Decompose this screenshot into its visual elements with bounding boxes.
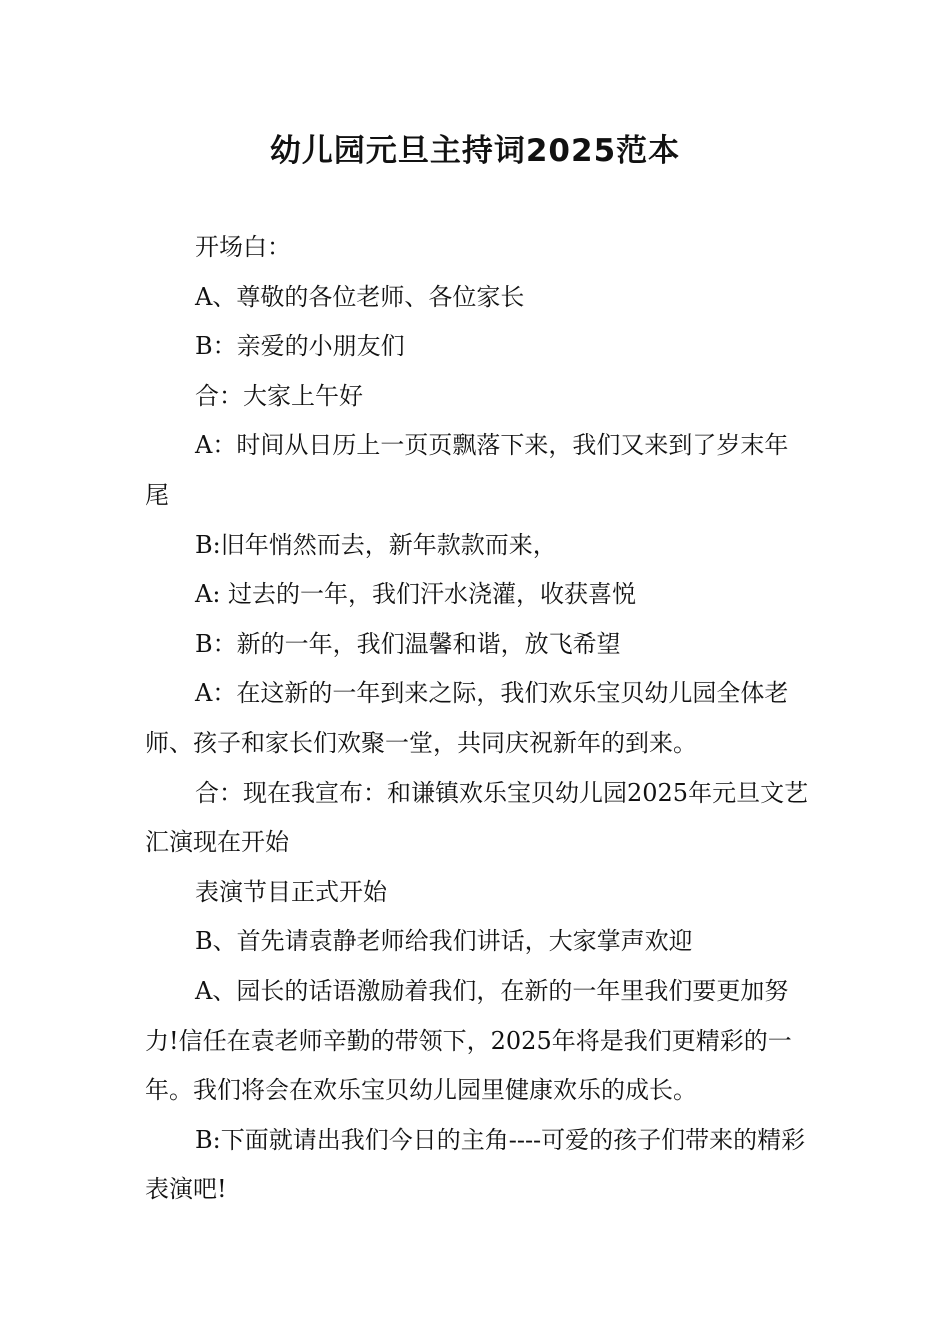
document-title: 幼儿园元旦主持词2025范本 bbox=[269, 133, 681, 169]
document-body bbox=[145, 223, 810, 1215]
paragraph-a-gathering: A：在这新的一年到来之际，我们欢乐宝贝幼儿园全体老师、孩子和家长们欢聚一堂，共同庆祝新年的到来。 bbox=[145, 679, 789, 757]
paragraph-b-greeting: B：亲爱的小朋友们 bbox=[195, 332, 405, 361]
paragraph-a-past-year: A: 过去的一年，我们汗水浇灌，收获喜悦 bbox=[195, 580, 637, 609]
paragraph-a-principal: A、园长的话语激励着我们，在新的一年里我们要更加努力!信任在袁老师辛勤的带领下，2025年将是我们更精彩的一年。我们将会在欢乐宝贝幼儿园里健康欢乐的成长。 bbox=[145, 976, 792, 1105]
paragraph-a-time: A：时间从日历上一页页飘落下来，我们又来到了岁末年尾 bbox=[145, 431, 789, 509]
paragraph-b-old-year: B:旧年悄然而去，新年款款而来， bbox=[195, 530, 557, 559]
paragraph-b-new-year: B：新的一年，我们温馨和谐，放飞希望 bbox=[195, 629, 621, 658]
paragraph-opening: 开场白： bbox=[195, 233, 291, 261]
paragraph-a-greeting: A、尊敬的各位老师、各位家长 bbox=[195, 282, 525, 311]
paragraph-b-children: B:下面就请出我们今日的主角----可爱的孩子们带来的精彩表演吧! bbox=[145, 1125, 806, 1204]
paragraph-performance-start: 表演节目正式开始 bbox=[195, 877, 387, 906]
paragraph-b-speech: B、首先请袁静老师给我们讲话，大家掌声欢迎 bbox=[195, 927, 693, 956]
paragraph-together-greeting: 合：大家上午好 bbox=[195, 381, 363, 410]
paragraph-together-announce: 合：现在我宣布：和谦镇欢乐宝贝幼儿园2025年元旦文艺汇演现在开始 bbox=[145, 778, 809, 857]
